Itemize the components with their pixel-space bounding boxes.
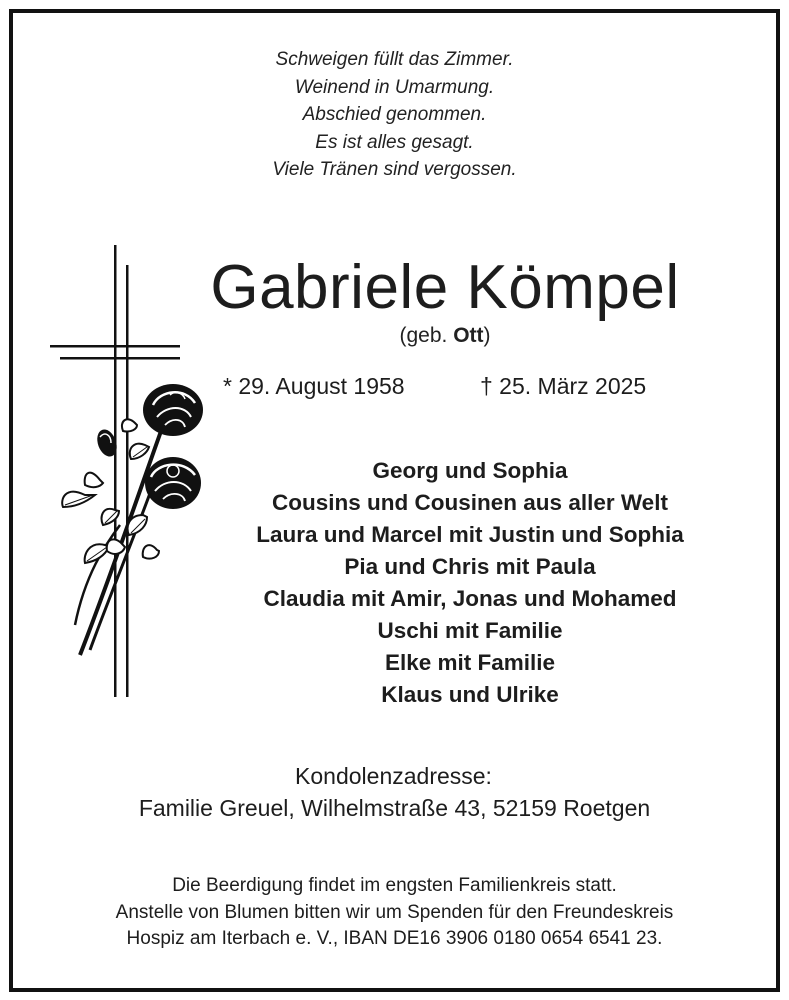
mourner-line: Laura und Marcel mit Justin und Sophia	[256, 522, 684, 547]
maiden-prefix: (geb.	[399, 324, 454, 347]
death-date: † 25. März 2025	[480, 373, 647, 399]
deceased-name: Gabriele Kömpel	[210, 253, 680, 322]
mourner-line: Uschi mit Familie	[377, 618, 563, 643]
notice-line: Anstelle von Blumen bitten wir um Spenden für den Freundeskreis	[115, 901, 674, 923]
maiden-suffix: )	[483, 324, 491, 347]
mourner-line: Klaus und Ulrike	[381, 682, 559, 707]
mourners-list	[150, 455, 789, 711]
condolence-address: Familie Greuel, Wilhelmstraße 43, 52159 Roetgen	[138, 795, 651, 821]
mourner-line: Cousins und Cousinen aus aller Welt	[272, 490, 668, 515]
mourner-line: Georg und Sophia	[372, 458, 568, 483]
maiden-name-line	[150, 324, 740, 348]
poem-line: Viele Tränen sind vergossen.	[272, 159, 517, 180]
mourner-line: Pia und Chris mit Paula	[344, 554, 596, 579]
maiden-name: Ott	[453, 324, 484, 347]
notice-line: Hospiz am Iterbach e. V., IBAN DE16 3906 0180 0654 6541 23.	[126, 928, 663, 949]
poem	[0, 46, 789, 184]
mourner-line: Claudia mit Amir, Jonas und Mohamed	[263, 586, 677, 611]
poem-line: Schweigen füllt das Zimmer.	[275, 49, 514, 70]
notice-line: Die Beerdigung findet im engsten Familienkreis statt.	[172, 875, 617, 896]
poem-line: Weinend in Umarmung.	[294, 76, 495, 98]
condolence-label: Kondolenzadresse:	[295, 763, 492, 789]
mourner-line: Elke mit Familie	[384, 650, 556, 675]
funeral-notice	[0, 873, 789, 953]
poem-line: Abschied genommen.	[302, 104, 487, 125]
birth-date: * 29. August 1958	[223, 373, 405, 399]
poem-line: Es ist alles gesagt.	[315, 131, 474, 153]
